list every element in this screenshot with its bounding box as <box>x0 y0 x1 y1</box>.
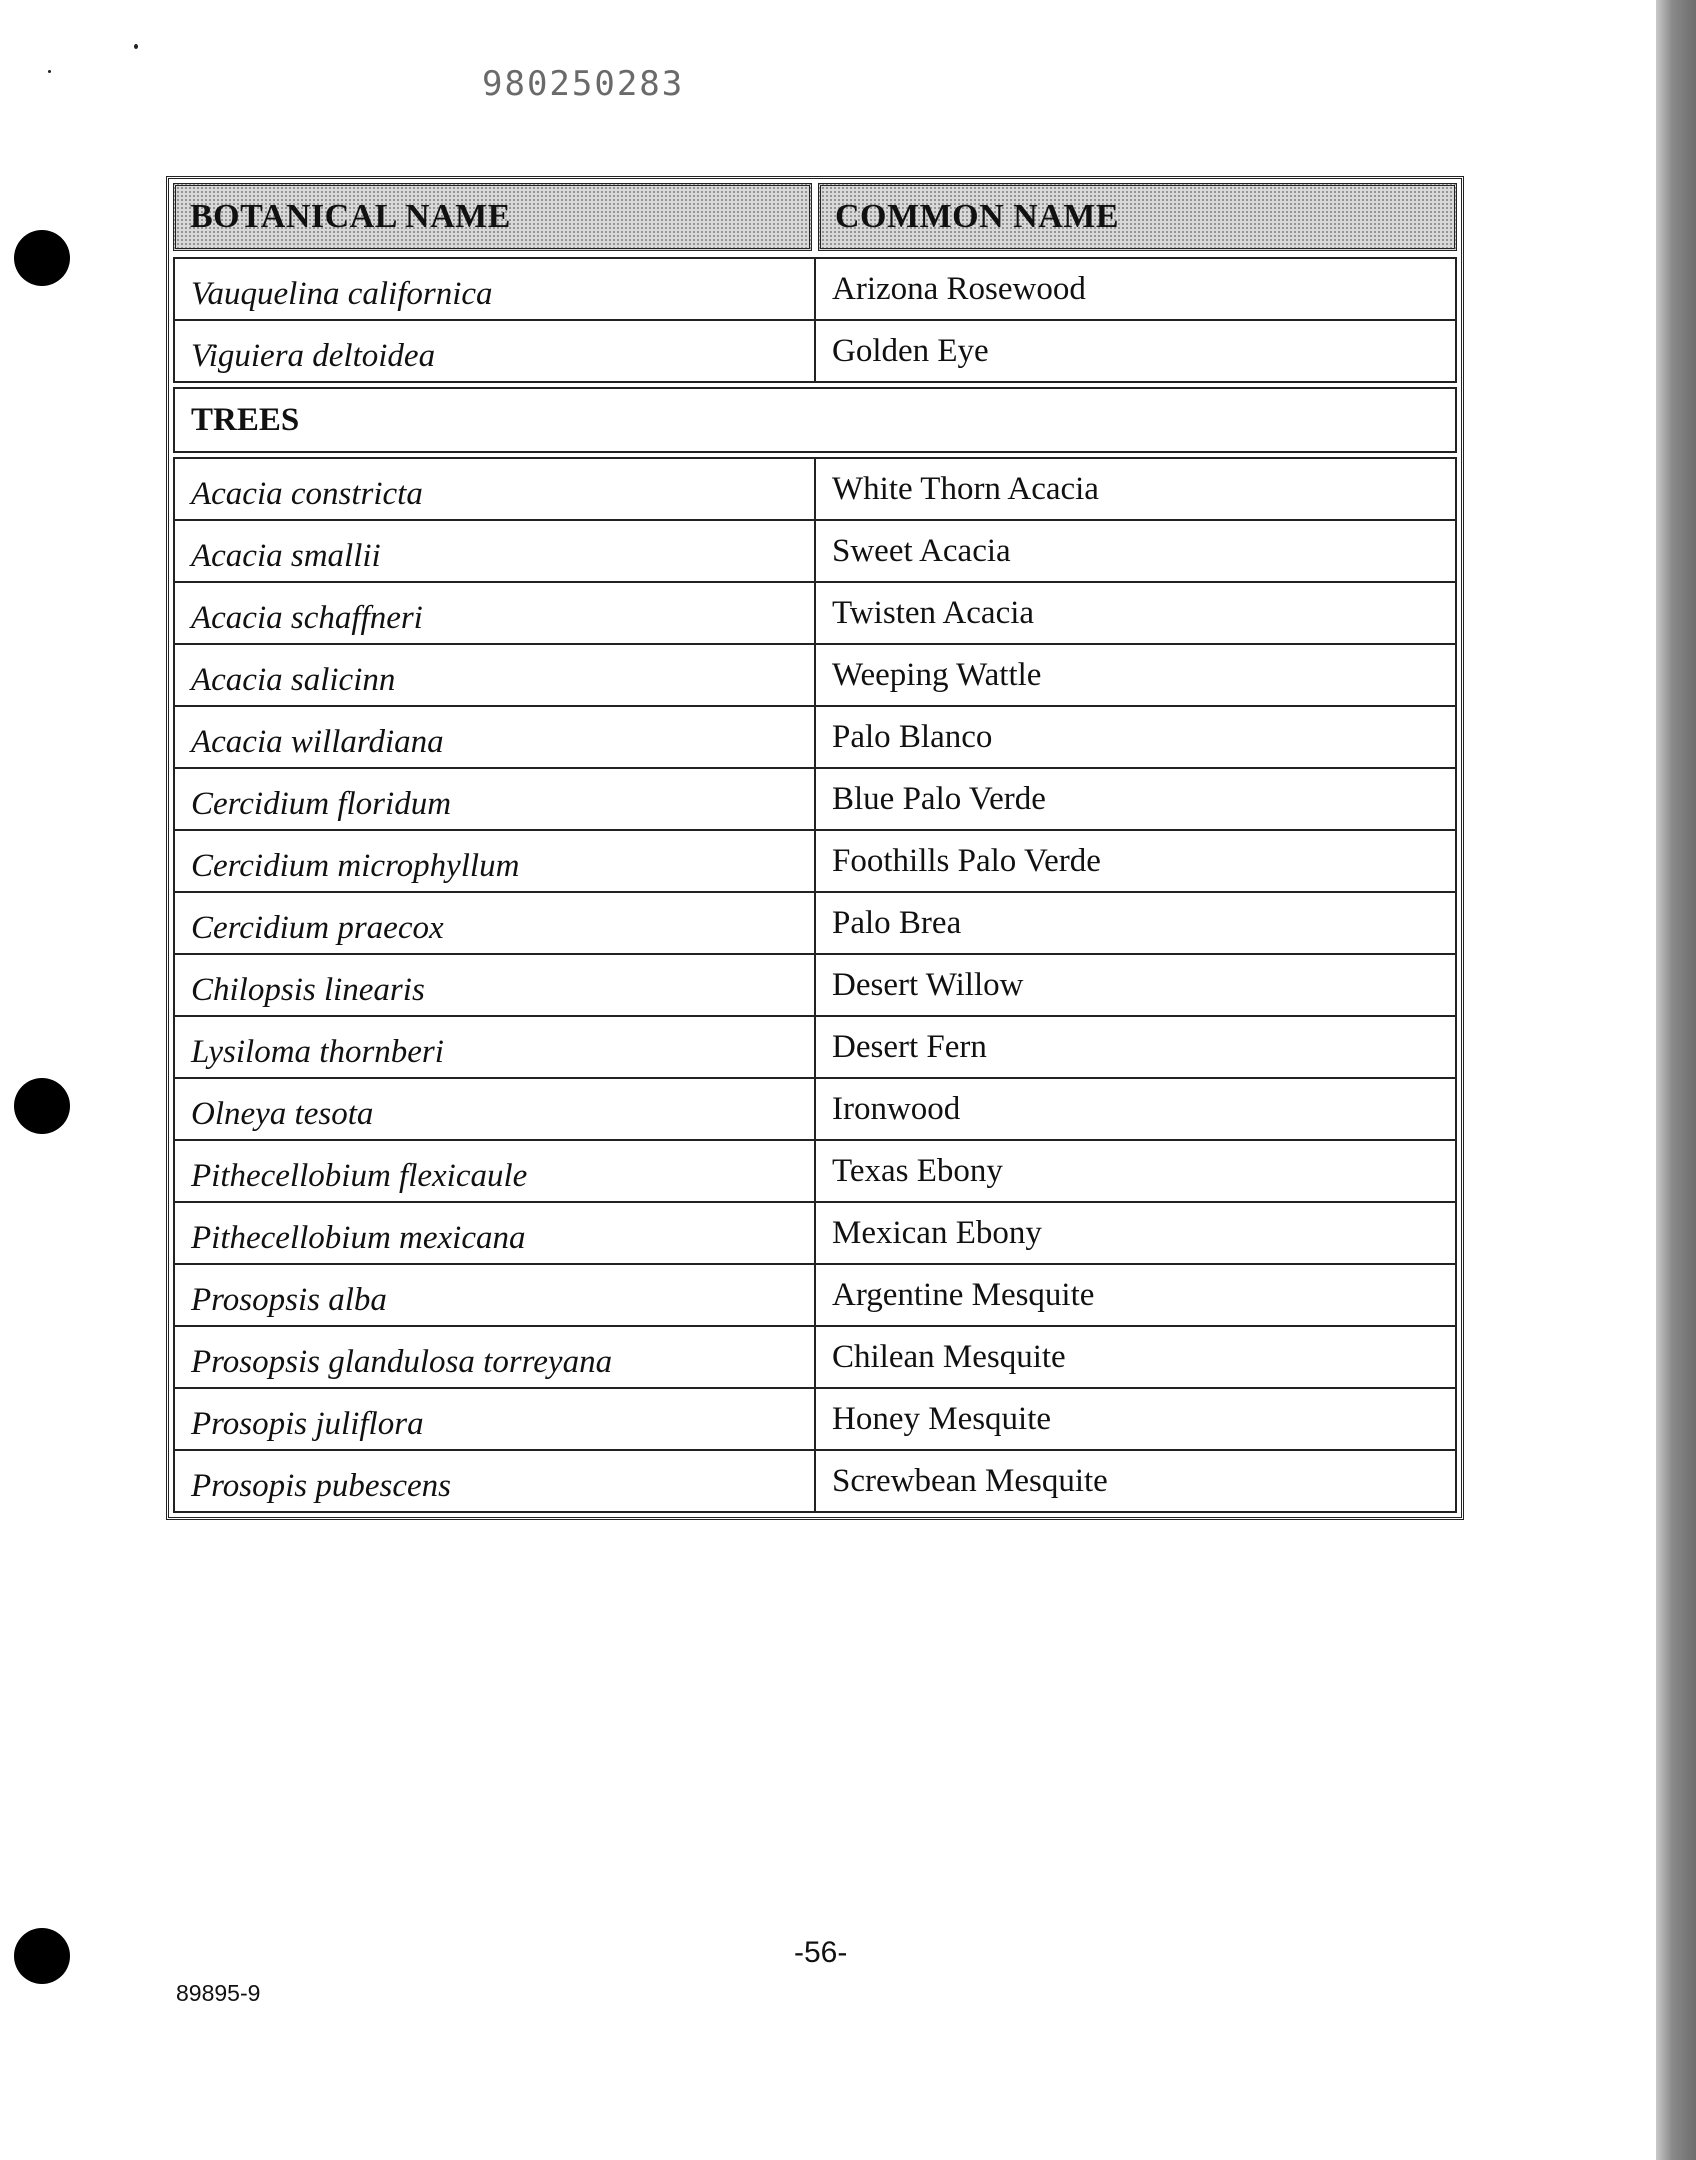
common-name-cell: Foothills Palo Verde <box>832 842 1101 879</box>
botanical-name-cell: Prosopsis alba <box>175 1265 816 1325</box>
table-row <box>175 259 1455 321</box>
table-row <box>175 955 1455 1017</box>
common-name-cell: Palo Brea <box>832 904 962 941</box>
table-row <box>175 583 1455 645</box>
table-row <box>175 521 1455 583</box>
table-row <box>175 459 1455 521</box>
botanical-name-cell: Cercidium microphyllum <box>175 831 816 891</box>
common-name-cell: Mexican Ebony <box>832 1214 1042 1251</box>
botanical-name-cell: Olneya tesota <box>175 1079 816 1139</box>
row-group-shrubs <box>173 257 1457 383</box>
table-row <box>175 893 1455 955</box>
page-number: -56- <box>794 1936 848 1969</box>
common-name-cell: Twisten Acacia <box>832 594 1035 631</box>
common-name-cell: White Thorn Acacia <box>832 470 1099 507</box>
botanical-name-cell: Chilopsis linearis <box>175 955 816 1015</box>
document-number: 980250283 <box>482 64 685 104</box>
table-row <box>175 1203 1455 1265</box>
row-group-trees <box>173 457 1457 1513</box>
table-header-row <box>173 183 1457 251</box>
botanical-name-cell: Acacia willardiana <box>175 707 816 767</box>
common-name-cell: Ironwood <box>832 1090 961 1127</box>
scan-edge-shadow <box>1656 0 1696 2160</box>
table-row <box>175 1265 1455 1327</box>
common-name-cell: Blue Palo Verde <box>832 780 1046 817</box>
common-name-cell: Chilean Mesquite <box>832 1338 1066 1375</box>
botanical-name-cell: Vauquelina californica <box>175 259 816 319</box>
common-name-cell: Weeping Wattle <box>832 656 1042 693</box>
botanical-name-cell: Acacia salicinn <box>175 645 816 705</box>
common-name-cell: Honey Mesquite <box>832 1400 1052 1437</box>
botanical-name-cell: Prosopis juliflora <box>175 1389 816 1449</box>
botanical-name-cell: Cercidium praecox <box>175 893 816 953</box>
table-row <box>175 645 1455 707</box>
table-row <box>175 1327 1455 1389</box>
punch-hole-top <box>14 230 70 286</box>
botanical-name-cell: Viguiera deltoidea <box>175 321 816 381</box>
punch-hole-middle <box>14 1078 70 1134</box>
botanical-name-cell: Pithecellobium flexicaule <box>175 1141 816 1201</box>
table-row <box>175 1451 1455 1511</box>
botanical-name-cell: Acacia smallii <box>175 521 816 581</box>
botanical-name-cell: Pithecellobium mexicana <box>175 1203 816 1263</box>
botanical-name-cell: Prosopis pubescens <box>175 1451 816 1511</box>
footer-code: 89895-9 <box>176 1980 261 2006</box>
plant-table <box>166 176 1464 1520</box>
common-name-cell: Palo Blanco <box>832 718 993 755</box>
common-name-cell: Arizona Rosewood <box>832 270 1086 307</box>
header-common-name: COMMON NAME <box>818 183 1457 251</box>
table-row <box>175 831 1455 893</box>
common-name-cell: Texas Ebony <box>832 1152 1003 1189</box>
botanical-name-cell: Lysiloma thornberi <box>175 1017 816 1077</box>
common-name-cell: Argentine Mesquite <box>832 1276 1095 1313</box>
common-name-cell: Screwbean Mesquite <box>832 1462 1108 1499</box>
common-name-cell: Desert Fern <box>832 1028 987 1065</box>
header-botanical-name: BOTANICAL NAME <box>173 183 812 251</box>
scan-speck <box>134 44 138 49</box>
table-row <box>175 707 1455 769</box>
table-row <box>175 769 1455 831</box>
botanical-name-cell: Cercidium floridum <box>175 769 816 829</box>
common-name-cell: Desert Willow <box>832 966 1024 1003</box>
punch-hole-bottom <box>14 1928 70 1984</box>
common-name-cell: Golden Eye <box>832 332 989 369</box>
scan-speck <box>48 70 51 73</box>
botanical-name-cell: Acacia schaffneri <box>175 583 816 643</box>
table-row <box>175 321 1455 381</box>
table-row <box>175 1389 1455 1451</box>
botanical-name-cell: Prosopsis glandulosa torreyana <box>175 1327 816 1387</box>
table-row <box>175 1017 1455 1079</box>
botanical-name-cell: Acacia constricta <box>175 459 816 519</box>
table-row <box>175 1141 1455 1203</box>
section-heading-trees: TREES <box>173 387 1457 453</box>
common-name-cell: Sweet Acacia <box>832 532 1011 569</box>
table-row <box>175 1079 1455 1141</box>
